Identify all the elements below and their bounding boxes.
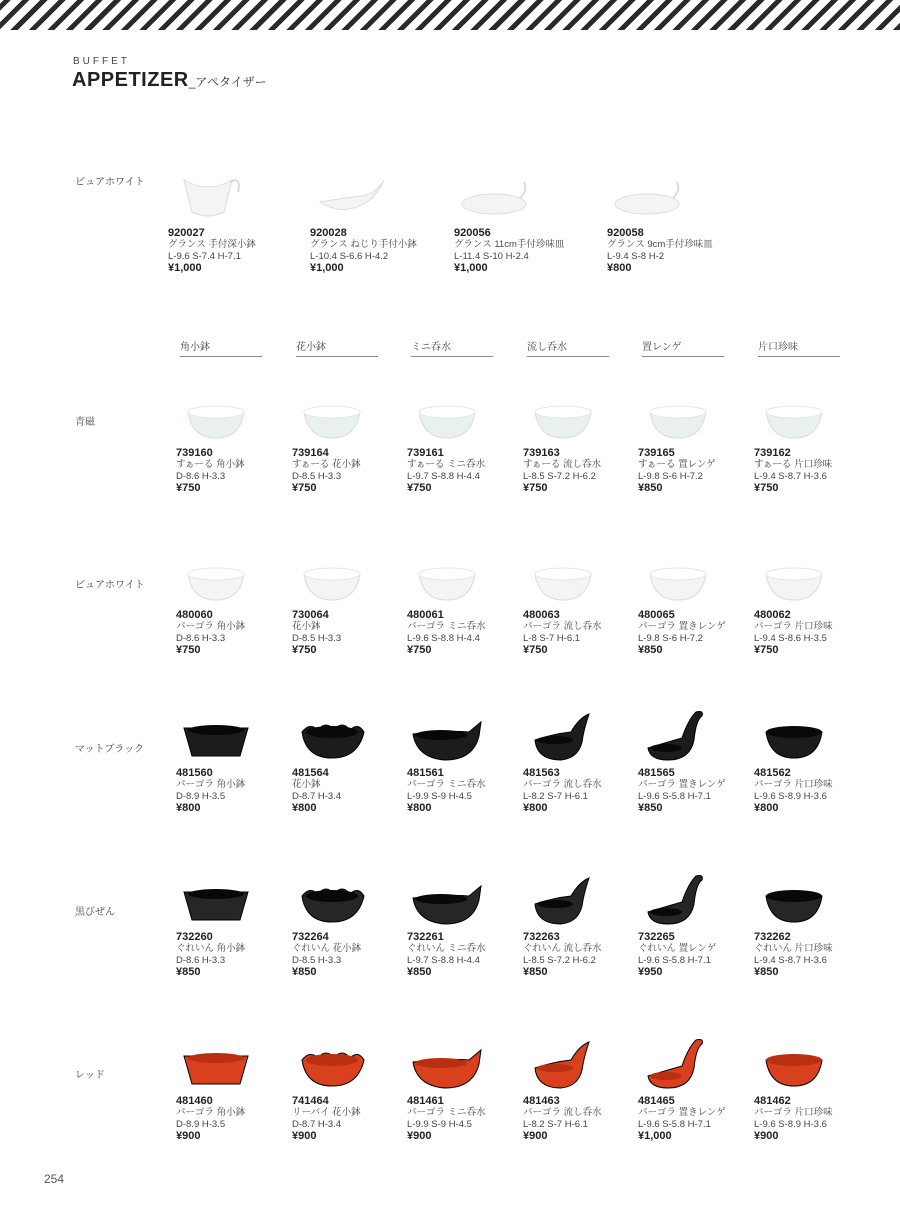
product-name: ぐれいん 片口珍味 (754, 943, 833, 954)
product-item (292, 388, 402, 495)
page-title-jp: _アペタイザー (188, 75, 267, 89)
product-image (638, 388, 718, 444)
product-image (292, 550, 372, 606)
product-image (754, 708, 834, 764)
product-item (310, 168, 420, 275)
row-label: 黒びぜん (75, 907, 115, 918)
product-image (168, 168, 248, 224)
product-image (176, 708, 256, 764)
product-dimensions: L-8.2 S-7 H-6.1 (523, 1118, 588, 1130)
product-dimensions: L-9.8 S-6 H-7.2 (638, 632, 703, 644)
header-stripe (0, 0, 900, 30)
product-price: ¥800 (176, 802, 201, 814)
product-dimensions: D-8.7 H-3.4 (292, 1118, 342, 1130)
product-code: 730064 (292, 609, 329, 621)
product-code: 481461 (407, 1095, 444, 1107)
product-image (292, 1036, 372, 1092)
product-name: すぁーる 片口珍味 (754, 459, 833, 470)
product-code: 741464 (292, 1095, 329, 1107)
product-name: ぐれいん 流し呑水 (523, 943, 602, 954)
product-code: 481561 (407, 767, 444, 779)
product-name: グランス 9cm手付珍味皿 (607, 239, 713, 250)
product-dimensions: L-9.7 S-8.8 H-4.4 (407, 954, 480, 966)
row-label: マットブラック (75, 744, 145, 755)
product-code: 739165 (638, 447, 675, 459)
product-item (638, 872, 748, 979)
product-dimensions: D-8.7 H-3.4 (292, 790, 342, 802)
product-dimensions: D-8.6 H-3.3 (176, 470, 226, 482)
product-item (754, 872, 864, 979)
product-dimensions: L-9.4 S-8.7 H-3.6 (754, 954, 827, 966)
product-name: 花小鉢 (292, 779, 321, 790)
product-item (523, 1036, 633, 1143)
product-dimensions: L-8.5 S-7.2 H-6.2 (523, 470, 596, 482)
product-dimensions: L-9.6 S-5.8 H-7.1 (638, 790, 711, 802)
product-dimensions: L-10.4 S-6.6 H-4.2 (310, 250, 389, 262)
product-price: ¥850 (523, 966, 548, 978)
product-price: ¥750 (523, 644, 548, 656)
product-price: ¥850 (754, 966, 779, 978)
product-price: ¥1,000 (168, 262, 202, 274)
row-label: レッド (75, 1070, 105, 1081)
product-price: ¥850 (638, 802, 663, 814)
product-price: ¥1,000 (638, 1130, 672, 1142)
product-item (168, 168, 278, 275)
product-name: すぁーる 置レンゲ (638, 459, 716, 470)
product-image (607, 168, 687, 224)
product-dimensions: L-9.7 S-8.8 H-4.4 (407, 470, 480, 482)
product-price: ¥750 (754, 482, 779, 494)
product-image (523, 1036, 603, 1092)
product-code: 480063 (523, 609, 560, 621)
product-price: ¥750 (292, 644, 317, 656)
product-price: ¥1,000 (310, 262, 344, 274)
product-item (607, 168, 717, 275)
product-code: 481463 (523, 1095, 560, 1107)
product-name: パーゴラ 置きレンゲ (638, 1107, 726, 1118)
product-dimensions: L-9.4 S-8.6 H-3.5 (754, 632, 827, 644)
product-price: ¥850 (292, 966, 317, 978)
product-dimensions: L-9.4 S-8.7 H-3.6 (754, 470, 827, 482)
product-image (407, 550, 487, 606)
product-code: 481462 (754, 1095, 791, 1107)
product-dimensions: D-8.6 H-3.3 (176, 954, 226, 966)
product-price: ¥800 (523, 802, 548, 814)
product-item (176, 708, 286, 815)
product-item (407, 550, 517, 657)
product-price: ¥800 (607, 262, 632, 274)
product-name: リーバイ 花小鉢 (292, 1107, 361, 1118)
product-image (292, 872, 372, 928)
product-price: ¥800 (292, 802, 317, 814)
product-name: パーゴラ 角小鉢 (176, 779, 246, 790)
product-code: 480065 (638, 609, 675, 621)
product-price: ¥750 (292, 482, 317, 494)
product-name: すぁーる 花小鉢 (292, 459, 361, 470)
product-image (638, 872, 718, 928)
product-name: パーゴラ 角小鉢 (176, 1107, 246, 1118)
product-item (638, 1036, 748, 1143)
product-code: 920058 (607, 227, 644, 239)
product-image (176, 872, 256, 928)
product-code: 920028 (310, 227, 347, 239)
product-item (523, 872, 633, 979)
product-name: パーゴラ 置きレンゲ (638, 621, 726, 632)
product-item (176, 1036, 286, 1143)
product-image (754, 550, 834, 606)
product-code: 732263 (523, 931, 560, 943)
product-code: 480061 (407, 609, 444, 621)
product-item (638, 550, 748, 657)
product-name: ぐれいん ミニ呑水 (407, 943, 486, 954)
product-price: ¥900 (176, 1130, 201, 1142)
product-image (754, 1036, 834, 1092)
product-name: すぁーる ミニ呑水 (407, 459, 486, 470)
product-price: ¥900 (407, 1130, 432, 1142)
product-dimensions: D-8.5 H-3.3 (292, 632, 342, 644)
row-label-top: ピュアホワイト (75, 177, 145, 188)
product-name: すぁーる 角小鉢 (176, 459, 245, 470)
product-item (754, 708, 864, 815)
product-code: 732264 (292, 931, 329, 943)
product-name: パーゴラ 角小鉢 (176, 621, 246, 632)
product-image (407, 388, 487, 444)
product-code: 481565 (638, 767, 675, 779)
product-code: 732262 (754, 931, 791, 943)
product-item (407, 1036, 517, 1143)
product-name: パーゴラ 流し呑水 (523, 621, 602, 632)
product-image (523, 550, 603, 606)
product-name: パーゴラ ミニ呑水 (407, 1107, 486, 1118)
product-price: ¥750 (523, 482, 548, 494)
product-dimensions: L-8.5 S-7.2 H-6.2 (523, 954, 596, 966)
product-image (407, 1036, 487, 1092)
product-item (407, 708, 517, 815)
product-price: ¥750 (176, 644, 201, 656)
page-title-en: APPETIZER (72, 69, 189, 91)
product-item (754, 550, 864, 657)
product-image (310, 168, 390, 224)
product-image (638, 708, 718, 764)
product-item (407, 388, 517, 495)
product-price: ¥800 (754, 802, 779, 814)
product-dimensions: L-9.9 S-9 H-4.5 (407, 790, 472, 802)
product-image (292, 388, 372, 444)
product-price: ¥850 (407, 966, 432, 978)
product-image (523, 872, 603, 928)
product-name: パーゴラ 片口珍味 (754, 1107, 833, 1118)
product-price: ¥850 (638, 482, 663, 494)
product-dimensions: D-8.5 H-3.3 (292, 954, 342, 966)
column-header: 流し呑水 (527, 338, 609, 357)
product-name: ぐれいん 角小鉢 (176, 943, 246, 954)
column-header: 角小鉢 (180, 338, 262, 357)
product-item (754, 388, 864, 495)
product-dimensions: D-8.9 H-3.5 (176, 790, 226, 802)
product-image (638, 550, 718, 606)
product-name: パーゴラ 流し呑水 (523, 1107, 602, 1118)
product-code: 481460 (176, 1095, 213, 1107)
row-label: 青磁 (75, 417, 95, 428)
column-header: 片口珍味 (758, 338, 840, 357)
product-code: 739164 (292, 447, 329, 459)
product-price: ¥850 (176, 966, 201, 978)
product-price: ¥750 (407, 644, 432, 656)
product-item (638, 388, 748, 495)
product-price: ¥1,000 (454, 262, 488, 274)
product-dimensions: D-8.9 H-3.5 (176, 1118, 226, 1130)
row-label: ピュアホワイト (75, 580, 145, 591)
page-number: 254 (44, 1172, 65, 1186)
product-code: 920056 (454, 227, 491, 239)
product-code: 732261 (407, 931, 444, 943)
category-label: BUFFET (73, 56, 130, 67)
product-image (407, 872, 487, 928)
product-name: パーゴラ 片口珍味 (754, 621, 833, 632)
product-price: ¥900 (523, 1130, 548, 1142)
product-code: 481562 (754, 767, 791, 779)
product-name: ぐれいん 置レンゲ (638, 943, 717, 954)
product-image (523, 388, 603, 444)
product-item (407, 872, 517, 979)
product-code: 920027 (168, 227, 205, 239)
product-code: 739162 (754, 447, 791, 459)
product-code: 480062 (754, 609, 791, 621)
product-dimensions: L-9.6 S-8.9 H-3.6 (754, 1118, 827, 1130)
product-name: ぐれいん 花小鉢 (292, 943, 362, 954)
product-image (754, 872, 834, 928)
column-header: ミニ呑水 (411, 338, 493, 357)
product-dimensions: L-9.6 S-5.8 H-7.1 (638, 1118, 711, 1130)
product-name: グランス 手付深小鉢 (168, 239, 256, 250)
product-dimensions: L-9.6 S-8.9 H-3.6 (754, 790, 827, 802)
product-item (292, 708, 402, 815)
product-name: 花小鉢 (292, 621, 321, 632)
product-name: パーゴラ ミニ呑水 (407, 621, 486, 632)
column-header: 花小鉢 (296, 338, 378, 357)
product-code: 481465 (638, 1095, 675, 1107)
product-price: ¥850 (638, 644, 663, 656)
product-dimensions: L-9.6 S-8.8 H-4.4 (407, 632, 480, 644)
product-code: 739161 (407, 447, 444, 459)
product-item (292, 872, 402, 979)
product-item (523, 708, 633, 815)
product-name: パーゴラ 置きレンゲ (638, 779, 726, 790)
product-name: グランス 11cm手付珍味皿 (454, 239, 565, 250)
product-image (407, 708, 487, 764)
product-price: ¥900 (292, 1130, 317, 1142)
product-item (454, 168, 564, 275)
product-item (523, 388, 633, 495)
column-header: 置レンゲ (642, 338, 724, 357)
product-item (176, 388, 286, 495)
product-code: 480060 (176, 609, 213, 621)
product-image (176, 1036, 256, 1092)
product-code: 481564 (292, 767, 329, 779)
product-image (454, 168, 534, 224)
product-price: ¥750 (176, 482, 201, 494)
product-item (292, 550, 402, 657)
product-code: 481560 (176, 767, 213, 779)
product-price: ¥750 (754, 644, 779, 656)
product-image (176, 550, 256, 606)
product-name: グランス ねじり手付小鉢 (310, 239, 417, 250)
product-dimensions: L-9.4 S-8 H-2 (607, 250, 665, 262)
product-name: パーゴラ ミニ呑水 (407, 779, 486, 790)
product-dimensions: L-8.2 S-7 H-6.1 (523, 790, 588, 802)
product-code: 732265 (638, 931, 675, 943)
product-image (638, 1036, 718, 1092)
product-name: パーゴラ 片口珍味 (754, 779, 833, 790)
product-item (176, 872, 286, 979)
product-code: 732260 (176, 931, 213, 943)
product-dimensions: L-9.9 S-9 H-4.5 (407, 1118, 472, 1130)
product-dimensions: D-8.5 H-3.3 (292, 470, 342, 482)
product-image (292, 708, 372, 764)
product-image (754, 388, 834, 444)
product-dimensions: L-8 S-7 H-6.1 (523, 632, 581, 644)
product-item (292, 1036, 402, 1143)
product-item (754, 1036, 864, 1143)
product-price: ¥750 (407, 482, 432, 494)
product-item (176, 550, 286, 657)
product-price: ¥800 (407, 802, 432, 814)
product-code: 481563 (523, 767, 560, 779)
product-dimensions: D-8.6 H-3.3 (176, 632, 226, 644)
page-title (72, 69, 267, 92)
product-code: 739163 (523, 447, 560, 459)
product-code: 739160 (176, 447, 213, 459)
product-dimensions: L-9.8 S-6 H-7.2 (638, 470, 703, 482)
product-dimensions: L-11.4 S-10 H-2.4 (454, 250, 529, 262)
product-item (638, 708, 748, 815)
product-dimensions: L-9.6 S-7.4 H-7.1 (168, 250, 241, 262)
product-price: ¥950 (638, 966, 663, 978)
product-image (523, 708, 603, 764)
product-price: ¥900 (754, 1130, 779, 1142)
product-name: すぁーる 流し呑水 (523, 459, 602, 470)
product-dimensions: L-9.6 S-5.8 H-7.1 (638, 954, 711, 966)
product-name: パーゴラ 流し呑水 (523, 779, 602, 790)
product-item (523, 550, 633, 657)
product-image (176, 388, 256, 444)
